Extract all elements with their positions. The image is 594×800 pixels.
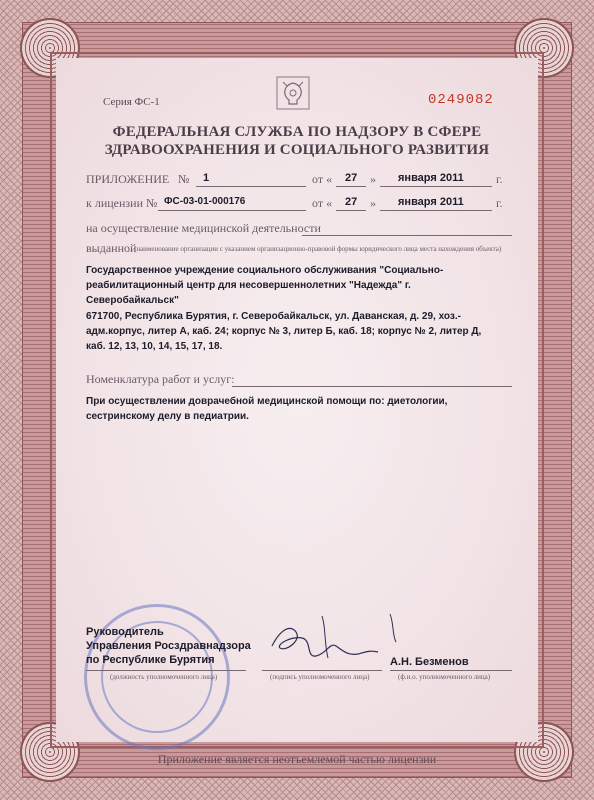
organization-address-line: адм.корпус, литер А, каб. 24; корпус № 3, литер Б, каб. 18; корпус № 2, литер Д, [86,326,482,337]
agency-title-line1: ФЕДЕРАЛЬНАЯ СЛУЖБА ПО НАДЗОРУ В СФЕРЕ [112,124,482,140]
signatory-position-line: по Республике Бурятия [86,654,215,666]
license-from-label: от « [312,196,333,210]
name-hint: (ф.и.о. уполномоченного лица) [398,673,491,681]
appendix-label: ПРИЛОЖЕНИЕ [86,172,170,186]
organization-address-line: 671700, Республика Бурятия, г. Северобайкальск, ул. Даванская, д. 29, хоз.- [86,311,461,322]
organization-name-line: реабилитационный центр для несовершеннолетних "Надежда" г. [86,280,411,291]
signatory-position-line: Руководитель [86,626,164,638]
signatory-position-line: Управления Росздравнадзора [86,640,251,652]
footer-note: Приложение является неотъемлемой частью лицензии [157,752,437,766]
nomenclature-underline [232,386,512,387]
license-label: к лицензии № [86,196,158,210]
appendix-year-suffix: г. [496,172,503,186]
organization-name-line: Государственное учреждение социального обслуживания "Социально- [86,265,444,276]
appendix-number-underline [196,186,306,187]
appendix-close-quote: » [370,172,376,186]
issued-hint: (наименование организации с указанием организационно-правовой формы юридического лица места нахождения объекта) [134,245,502,253]
appendix-month-year: января 2011 [398,172,464,184]
activity-label: на осуществление медицинской деятельности [86,221,321,235]
form-serial-number: 0249082 [428,92,494,108]
issued-label: выданной [86,241,137,255]
coat-of-arms-emblem-icon [276,76,310,110]
series-label: Серия ФС-1 [103,96,160,108]
appendix-from-label: от « [312,172,333,186]
license-month-underline [380,210,492,211]
services-line: сестринскому делу в педиатрии. [86,411,249,422]
appendix-number: 1 [203,172,210,184]
appendix-month-underline [380,186,492,187]
license-number-underline [158,210,306,211]
position-hint: (должность уполномоченного лица) [110,673,218,681]
name-underline [390,670,512,671]
appendix-day-underline [336,186,366,187]
license-day: 27 [345,196,358,208]
activity-underline [302,235,512,236]
license-day-underline [336,210,366,211]
organization-address-line: каб. 12, 13, 10, 14, 15, 17, 18. [86,341,223,352]
license-month-year: января 2011 [398,196,464,208]
signature-underline [262,670,382,671]
agency-title-line2: ЗДРАВООХРАНЕНИЯ И СОЦИАЛЬНОГО РАЗВИТИЯ [104,142,490,158]
license-number: ФС-03-01-000176 [164,196,246,207]
appendix-no-sign: № [178,172,190,186]
services-line: При осуществлении доврачебной медицинской помощи по: диетологии, [86,396,448,407]
position-underline [86,670,246,671]
organization-name-line: Северобайкальск" [86,295,179,306]
signatory-name: А.Н. Безменов [390,656,469,668]
appendix-day: 27 [345,172,358,184]
nomenclature-label: Номенклатура работ и услуг: [86,372,235,386]
license-close-quote: » [370,196,376,210]
signature-hint: (подпись уполномоченного лица) [270,673,370,681]
license-year-suffix: г. [496,196,503,210]
